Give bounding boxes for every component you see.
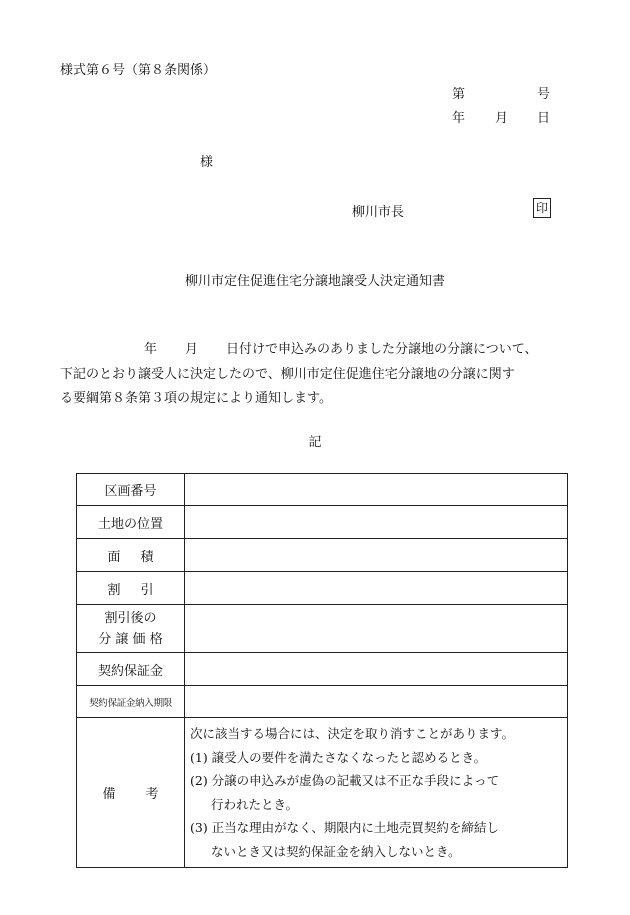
discount-label-char-1: 割 bbox=[107, 582, 121, 598]
table-row bbox=[77, 686, 568, 718]
body-year: 年 bbox=[144, 342, 158, 357]
area-label-char-2: 積 bbox=[140, 549, 154, 565]
discount-label-char-2: 引 bbox=[140, 582, 154, 598]
deposit-label: 契約保証金 bbox=[77, 653, 185, 686]
deposit-deadline-label: 契約保証金納入期限 bbox=[77, 686, 185, 718]
date-day: 日 bbox=[537, 111, 551, 126]
body-line-1 bbox=[60, 338, 570, 363]
deposit-deadline-value[interactable] bbox=[185, 686, 568, 718]
deposit-value[interactable] bbox=[185, 653, 568, 686]
lot-number-value[interactable] bbox=[185, 474, 568, 506]
table-row bbox=[77, 474, 568, 506]
remarks-label-char-1: 備 bbox=[102, 787, 116, 802]
discount-label bbox=[77, 572, 185, 605]
discount-value[interactable] bbox=[185, 572, 568, 605]
seal-mark: 印 bbox=[533, 198, 551, 218]
body-month: 月 bbox=[185, 342, 199, 357]
discounted-price-label bbox=[77, 605, 185, 653]
date-month: 月 bbox=[495, 111, 509, 126]
land-location-label: 土地の位置 bbox=[77, 506, 185, 539]
remarks-item-3-line-1: (3) 正当な理由がなく、期限内に土地売買契約を締結し bbox=[190, 820, 499, 835]
table-row bbox=[77, 572, 568, 605]
discounted-price-label-line-1: 割引後の bbox=[104, 610, 157, 626]
document-title: 柳川市定住促進住宅分譲地譲受人決定通知書 bbox=[184, 274, 445, 289]
body-line-1-rest: 日付けで申込みのありました分譲地の分譲について、 bbox=[226, 342, 538, 357]
area-value[interactable] bbox=[185, 539, 568, 572]
table-row bbox=[77, 653, 568, 686]
lot-number-label: 区画番号 bbox=[77, 474, 185, 506]
discounted-price-label-line-2: 分 譲 価 格 bbox=[98, 631, 163, 647]
table-row bbox=[77, 718, 568, 868]
document-number-suffix: 号 bbox=[537, 87, 551, 102]
addressee-honorific: 様 bbox=[200, 155, 214, 170]
remarks-content bbox=[185, 718, 568, 868]
body-line-2: 下記のとおり譲受人に決定したので、柳川市定住促進住宅分譲地の分譲に関す bbox=[60, 366, 515, 382]
document-number-prefix: 第 bbox=[452, 87, 466, 102]
date-year: 年 bbox=[452, 111, 466, 126]
remarks-item-2-line-2: 行われたとき。 bbox=[211, 796, 299, 812]
record-mark: 記 bbox=[308, 435, 322, 450]
table-row bbox=[77, 539, 568, 572]
remarks-item-3-line-2: ないとき又は契約保証金を納入しないとき。 bbox=[211, 843, 461, 859]
details-table bbox=[76, 473, 568, 868]
notice-body bbox=[60, 338, 570, 412]
body-line-3: る要綱第８条第３項の規定により通知します。 bbox=[60, 391, 332, 406]
remarks-item-2-line-1: (2) 分譲の申込みが虚偽の記載又は不正な手段によって bbox=[190, 773, 500, 788]
remarks-label bbox=[77, 718, 185, 868]
remarks-intro: 次に該当する場合には、決定を取り消すことがあります。 bbox=[190, 726, 515, 741]
remarks-label-char-2: 考 bbox=[145, 787, 159, 802]
area-label-char-1: 面 bbox=[107, 549, 121, 565]
issuer-title: 柳川市長 bbox=[352, 205, 405, 220]
area-label bbox=[77, 539, 185, 572]
land-location-value[interactable] bbox=[185, 506, 568, 539]
table-row bbox=[77, 506, 568, 539]
discounted-price-value[interactable] bbox=[185, 605, 568, 653]
form-code: 様式第６号（第８条関係） bbox=[60, 63, 217, 78]
remarks-item-1: (1) 譲受人の要件を満たさなくなったと認めるとき。 bbox=[190, 749, 487, 765]
table-row bbox=[77, 605, 568, 653]
